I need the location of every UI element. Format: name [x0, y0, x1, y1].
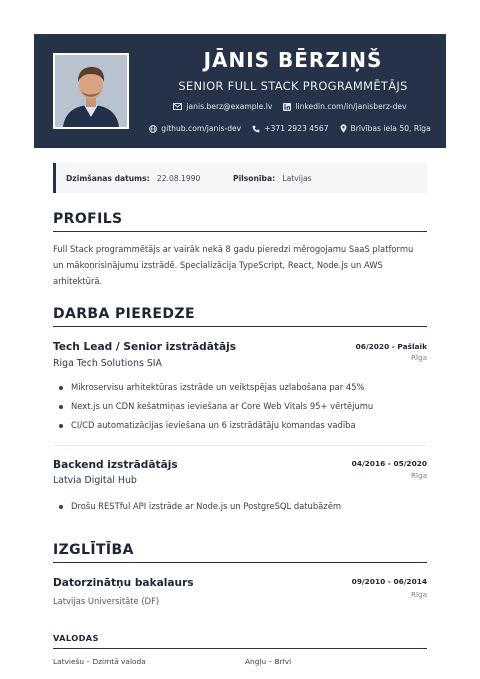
job-bullets	[53, 497, 427, 516]
job-location: Rīga	[411, 471, 427, 480]
linkedin-icon	[283, 103, 291, 111]
candidate-title: SENIOR FULL STACK PROGRAMMĒTĀJS	[178, 79, 408, 93]
job-title: Backend izstrādātājs	[53, 459, 178, 471]
linkedin-text: linkedin.com/in/janisberz-dev	[295, 102, 407, 111]
birth-date-field	[66, 174, 200, 183]
contact-address	[340, 124, 431, 133]
contact-email[interactable]	[173, 102, 272, 111]
personal-info-bar	[53, 163, 427, 193]
contact-github[interactable]	[149, 124, 241, 133]
job-bullets	[53, 378, 427, 435]
education-location: Rīga	[411, 590, 427, 599]
birth-date-label: Dzimšanas datums:	[66, 174, 150, 183]
phone-icon	[252, 125, 260, 133]
contact-row-2	[140, 124, 440, 133]
address-text: Brīvības iela 50, Rīga	[350, 124, 431, 133]
job-company: Latvia Digital Hub	[53, 475, 137, 486]
profile-heading: PROFILS	[53, 211, 427, 232]
globe-icon	[149, 125, 157, 133]
contact-phone[interactable]	[252, 124, 328, 133]
list-item: CI/CD automatizācijas ieviešana un 6 izstrādātāju komandas vadība	[53, 416, 427, 435]
job-divider	[53, 445, 427, 446]
languages-heading: VALODAS	[53, 633, 427, 649]
job-title: Tech Lead / Senior izstrādātājs	[53, 341, 237, 353]
profile-line: Full Stack programmētājs ar vairāk nekā 8 gadu pieredzi mērogojamu SaaS platformu	[53, 244, 414, 254]
citizenship-field	[233, 174, 312, 183]
list-item: Drošu RESTful API izstrāde ar Node.js un PostgreSQL datubāzēm	[53, 497, 427, 516]
education-heading: IZGLĪTĪBA	[53, 542, 427, 563]
list-item: Mikroservisu arhitektūras izstrāde un veiktspējas uzlabošana par 45%	[53, 378, 427, 397]
language-item: Latviešu – Dzimtā valoda	[53, 657, 146, 666]
location-pin-icon	[340, 124, 347, 133]
profile-line: un mākoņrisinājumu izstrādē. Specializācija TypeScript, React, Node.js un AWS	[53, 260, 383, 270]
degree-title: Datorzinātņu bakalaurs	[53, 577, 194, 589]
contact-row-1	[140, 102, 440, 111]
job-location: Rīga	[411, 353, 427, 362]
email-text: janis.berz@example.lv	[186, 102, 273, 111]
contact-linkedin[interactable]	[283, 102, 406, 111]
profile-text	[53, 241, 425, 289]
job-dates: 04/2016 - 05/2020	[351, 459, 427, 468]
job-dates: 06/2020 - Pašlaik	[355, 342, 427, 351]
candidate-name: JĀNIS BĒRZIŅŠ	[203, 48, 383, 72]
github-text: github.com/janis-dev	[161, 124, 242, 133]
education-school: Latvijas Universitāte (DF)	[53, 596, 160, 606]
phone-text: +371 2923 4567	[264, 124, 329, 133]
list-item: Next.js un CDN kešatmiņas ieviešana ar Core Web Vitals 95+ vērtējumu	[53, 397, 427, 416]
cv-header	[34, 34, 446, 148]
citizenship-value: Latvijas	[282, 174, 312, 183]
person-portrait-icon	[55, 55, 127, 127]
education-dates: 09/2010 - 06/2014	[351, 577, 427, 586]
profile-line: arhitektūrā.	[53, 276, 103, 286]
experience-heading: DARBA PIEREDZE	[53, 306, 427, 327]
birth-date-value: 22.08.1990	[156, 174, 201, 183]
job-company: Riga Tech Solutions SIA	[53, 358, 162, 369]
envelope-icon	[173, 103, 182, 110]
citizenship-label: Pilsonība:	[233, 174, 276, 183]
profile-photo	[53, 53, 129, 129]
language-item: Angļu – Brīvi	[245, 657, 292, 666]
